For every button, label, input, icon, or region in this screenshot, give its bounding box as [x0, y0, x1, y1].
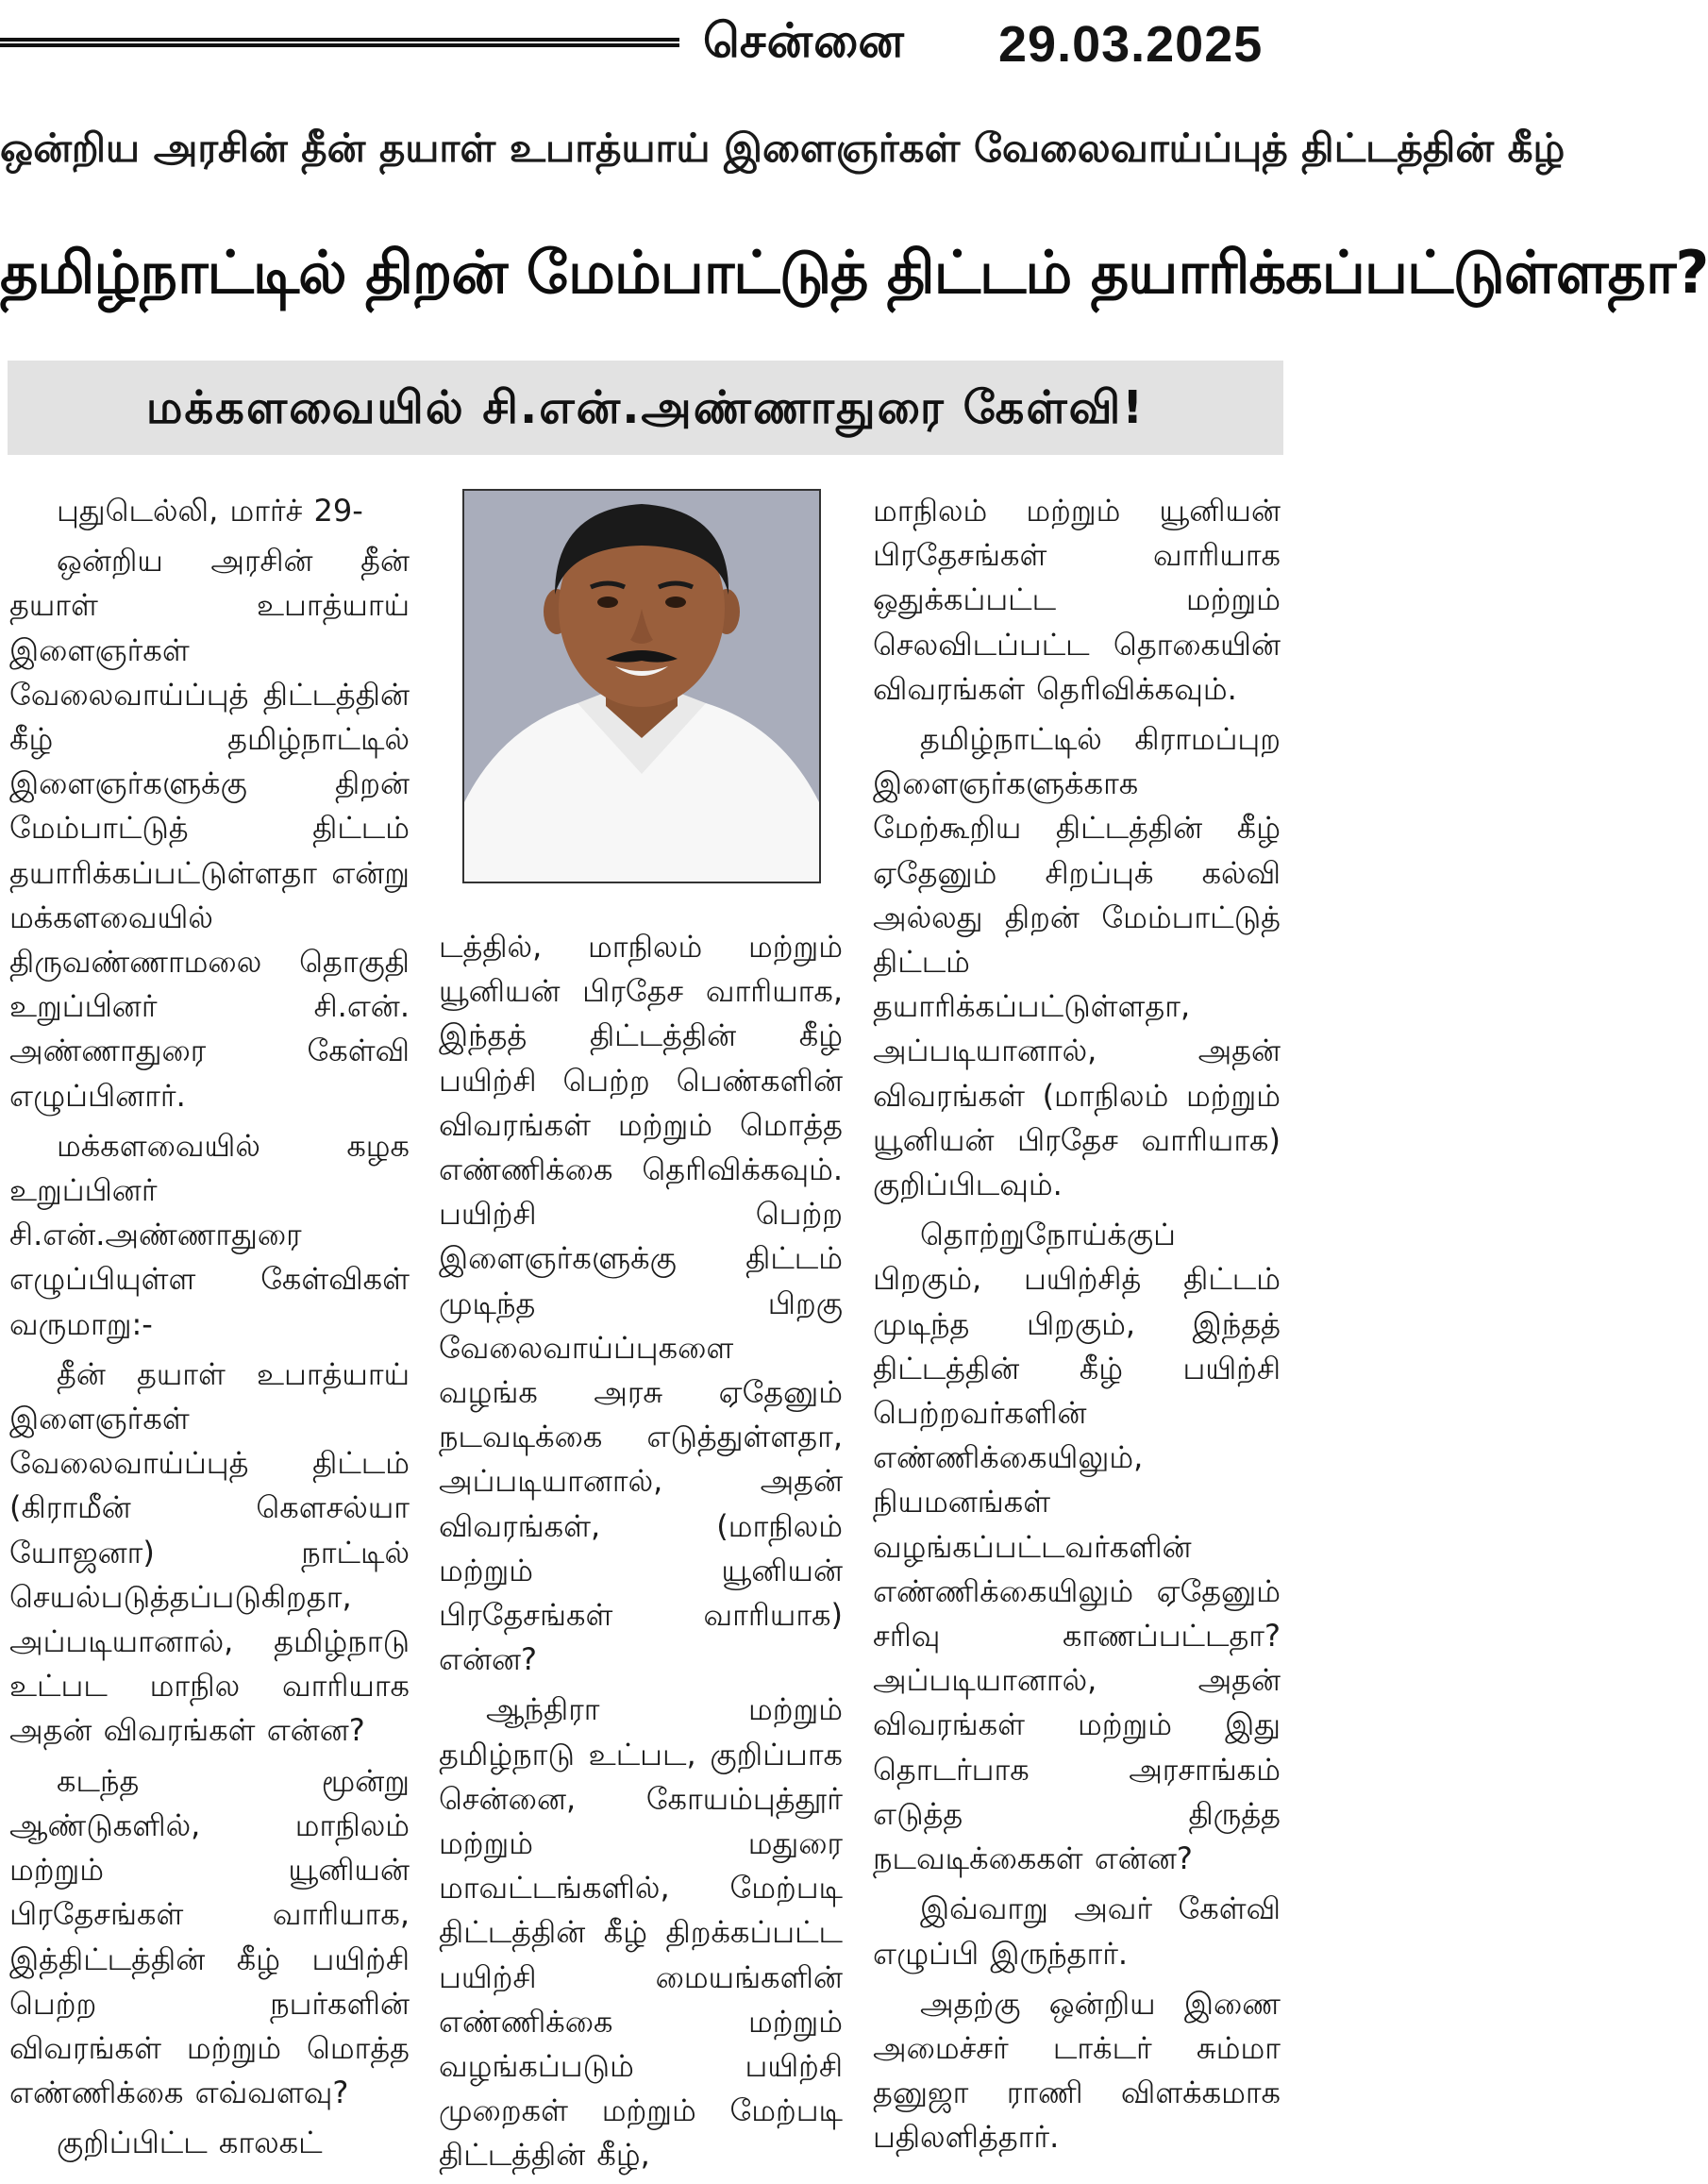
- article-paragraph: மாநிலம் மற்றும் யூனியன் பிரதேசங்கள் வாரியாக ஒதுக்கப்பட்ட மற்றும் செலவிடப்பட்ட தொகையின் விவரங்கள் தெரிவிக்கவும்.: [873, 493, 1281, 707]
- article-paragraph: அதற்கு ஒன்றிய இணை அமைச்சர் டாக்டர் சும்மா தனுஜா ராணி விளக்கமாக பதிலளித்தார்.: [873, 1985, 1281, 2156]
- kicker-headline: ஒன்றிய அரசின் தீன் தயாள் உபாத்யாய் இளைஞர்கள் வேலைவாய்ப்புத் திட்டத்தின் கீழ்: [0, 125, 1566, 171]
- article-paragraph: மக்களவையில் கழக உறுப்பினர் சி.என்.அண்ணாதுரை எழுப்பியுள்ள கேள்விகள் வருமாறு:-: [9, 1127, 410, 1342]
- portrait-photo: [462, 489, 821, 883]
- masthead: [0, 0, 1297, 90]
- article-paragraph: தொற்றுநோய்க்குப் பிறகும், பயிற்சித் திட்டம் முடிந்த பிறகும், இந்தத் திட்டத்தின் கீழ் பயிற்சி பெற்றவர்களின் எண்ணிக்கையிலும், நியமனங்கள் வழங்கப்பட்டவர்களின் எண்ணிக்கையிலும் ஏதேனும் சரிவு காணப்பட்டதா? அப்படியானால், அதன் விவரங்கள் மற்றும் இது தொடர்பாக அரசாங்கம் எடுத்த திருத்த நடவடிக்கைகள் என்ன?: [873, 1217, 1281, 1877]
- article-paragraph: கடந்த மூன்று ஆண்டுகளில், மாநிலம் மற்றும் யூனியன் பிரதேசங்கள் வாரியாக, இத்திட்டத்தின் கீழ் பயிற்சி பெற்ற நபர்களின் விவரங்கள் மற்றும் மொத்த எண்ணிக்கை எவ்வளவு?: [9, 1762, 410, 2111]
- portrait-illustration: [464, 491, 819, 882]
- article-paragraph: இவ்வாறு அவர் கேள்வி எழுப்பி இருந்தார்.: [873, 1890, 1281, 1972]
- main-headline: தமிழ்நாட்டில் திறன் மேம்பாட்டுத் திட்டம் தயாரிக்கப்பட்டுள்ளதா?: [0, 238, 1708, 307]
- article-column-1: [9, 489, 410, 2172]
- masthead-rule: [0, 38, 679, 47]
- article-paragraph: தீன் தயாள் உபாத்யாய் இளைஞர்கள் வேலைவாய்ப்புத் திட்டம் (கிராமீன் கௌசல்யா யோஜனா) நாட்டில் செயல்படுத்தப்படுகிறதா, அப்படியானால், தமிழ்நாடு உட்பட மாநில வாரியாக அதன் விவரங்கள் என்ன?: [9, 1355, 410, 1749]
- masthead-date: 29.03.2025: [998, 16, 1264, 73]
- article-column-3: [873, 489, 1281, 2166]
- article-paragraph: ஆந்திரா மற்றும் தமிழ்நாடு உட்பட, குறிப்பாக சென்னை, கோயம்புத்தூர் மற்றும் மதுரை மாவட்டங்களில், மேற்படி திட்டத்தின் கீழ் திறக்கப்பட்ட பயிற்சி மையங்களின் எண்ணிக்கை மற்றும் வழங்கப்படும் பயிற்சி முறைகள் மற்றும் மேற்படி திட்டத்தின் கீழ்,: [439, 1691, 843, 2174]
- article-paragraph: தமிழ்நாட்டில் கிராமப்புற இளைஞர்களுக்காக மேற்கூறிய திட்டத்தின் கீழ் ஏதேனும் சிறப்புக் கல்வி அல்லது திறன் மேம்பாட்டுத் திட்டம் தயாரிக்கப்பட்டுள்ளதா, அப்படியானால், அதன் விவரங்கள் (மாநிலம் மற்றும் யூனியன் பிரதேச வாரியாக) குறிப்பிடவும்.: [873, 721, 1281, 1203]
- article-column-2: [439, 925, 843, 2184]
- masthead-city: சென்னை: [703, 13, 905, 68]
- subheadline-banner: மக்களவையில் சி.என்.அண்ணாதுரை கேள்வி!: [8, 361, 1283, 455]
- dateline: புதுடெல்லி, மார்ச் 29-: [57, 493, 363, 529]
- article-paragraph: டத்தில், மாநிலம் மற்றும் யூனியன் பிரதேச வாரியாக, இந்தத் திட்டத்தின் கீழ் பயிற்சி பெற்ற பெண்களின் விவரங்கள் மற்றும் மொத்த எண்ணிக்கை தெரிவிக்கவும். பயிற்சி பெற்ற இளைஞர்களுக்கு திட்டம் முடிந்த பிறகு வேலைவாய்ப்புகளை வழங்க அரசு ஏதேனும் நடவடிக்கை எடுத்துள்ளதா, அப்படியானால், அதன் விவரங்கள், (மாநிலம் மற்றும் யூனியன் பிரதேசங்கள் வாரியாக) என்ன?: [439, 929, 843, 1678]
- article-paragraph: ஒன்றிய அரசின் தீன் தயாள் உபாத்யாய் இளைஞர்கள் வேலைவாய்ப்புத் திட்டத்தின் கீழ் தமிழ்நாட்டில் இளைஞர்களுக்கு திறன் மேம்பாட்டுத் திட்டம் தயாரிக்கப்பட்டுள்ளதா என்று மக்களவையில் திருவண்ணாமலை தொகுதி உறுப்பினர் சி.என். அண்ணாதுரை கேள்வி எழுப்பினார்.: [9, 543, 410, 1114]
- article-paragraph: குறிப்பிட்ட காலகட்: [57, 2125, 323, 2161]
